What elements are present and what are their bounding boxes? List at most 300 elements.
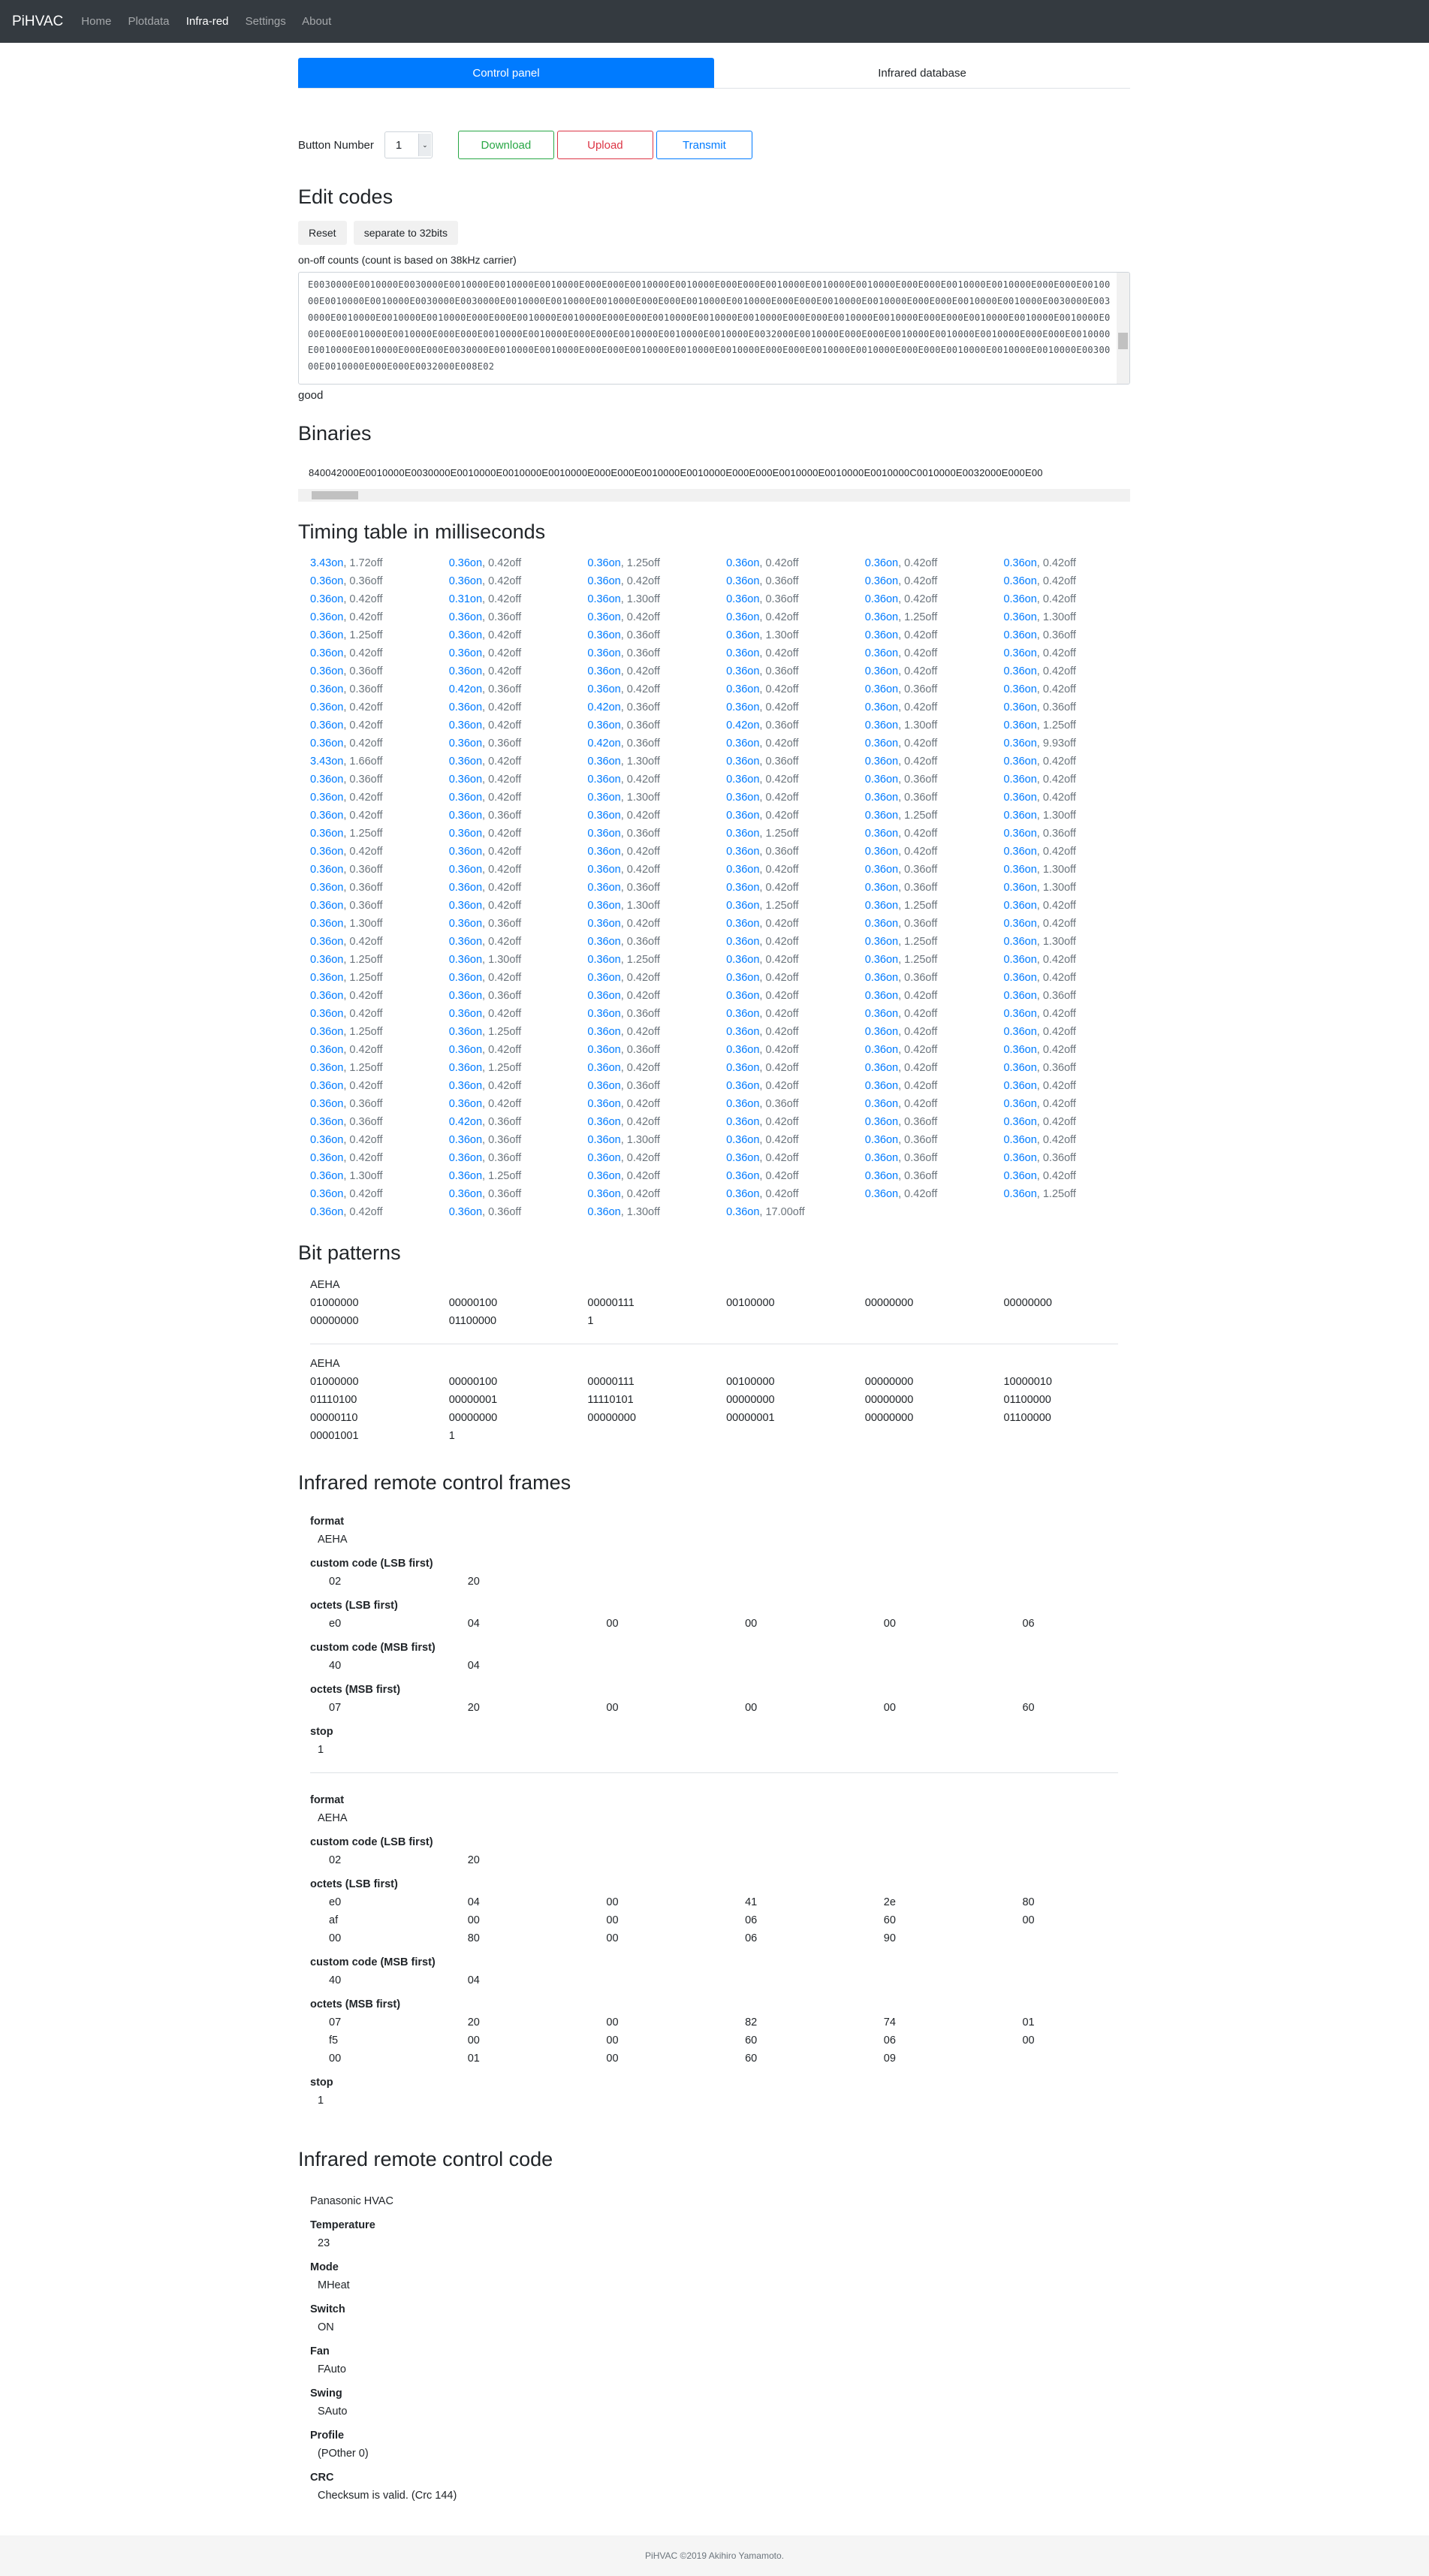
timing-cell [865, 951, 1004, 969]
main-container [298, 43, 1130, 2505]
timing-on: 0.36on [726, 1044, 760, 1057]
timing-cell [310, 1095, 449, 1113]
timing-off: , 0.42off [759, 774, 799, 786]
code-field-label: Mode [310, 2261, 339, 2274]
code-field-value: MHeat [318, 2279, 350, 2292]
timing-cell [1003, 734, 1142, 753]
timing-off: , 0.42off [759, 647, 799, 660]
timing-on: 0.36on [587, 719, 621, 732]
timing-cell [865, 1041, 1004, 1059]
timing-off: , 1.30off [620, 1206, 660, 1219]
octet-value: 04 [467, 1896, 480, 1908]
timing-off: , 1.30off [620, 792, 660, 804]
code-field-label: Fan [310, 2345, 330, 2358]
timing-off: , 0.42off [759, 1188, 799, 1201]
timing-on: 0.36on [726, 557, 760, 570]
timing-on: 0.36on [1003, 719, 1037, 732]
timing-cell [449, 825, 588, 843]
timing-on: 0.36on [1003, 954, 1037, 967]
timing-off: , 0.36off [343, 900, 383, 912]
timing-cell [587, 572, 726, 590]
timing-cell [310, 554, 449, 572]
timing-cell [310, 969, 449, 987]
timing-on: 0.36on [587, 792, 621, 804]
timing-on: 0.36on [726, 918, 760, 931]
octet-value: 00 [467, 1914, 480, 1926]
timing-cell [726, 807, 865, 825]
timing-off: , 0.42off [482, 828, 522, 840]
timing-off: , 0.42off [620, 683, 660, 696]
button-number-select[interactable] [384, 131, 433, 158]
timing-cell [587, 861, 726, 879]
timing-off: , 0.42off [759, 701, 799, 714]
timing-on: 0.36on [310, 810, 344, 822]
bit-value: 00000001 [448, 1393, 498, 1406]
bit-value: 00000111 [587, 1375, 635, 1388]
button-number-value: 1 [395, 138, 402, 152]
octets-lsb-label: octets (LSB first) [310, 1878, 398, 1890]
timing-off: , 0.36off [1036, 701, 1076, 714]
timing-cell [310, 771, 449, 789]
timing-on: 0.42on [448, 1116, 483, 1129]
timing-cell [726, 626, 865, 644]
custom-code-lsb-label: custom code (LSB first) [310, 1835, 433, 1848]
timing-cell [865, 1167, 1004, 1185]
timing-on: 0.36on [310, 575, 344, 588]
timing-on: 0.36on [587, 629, 621, 642]
timing-off: , 0.42off [343, 792, 383, 804]
timing-off: , 0.42off [620, 1062, 660, 1075]
timing-on: 0.36on [864, 1098, 899, 1111]
timing-on: 0.36on [587, 1152, 621, 1165]
timing-cell [865, 825, 1004, 843]
timing-cell [1003, 789, 1142, 807]
timing-cell [310, 897, 449, 915]
timing-off: , 0.36off [759, 575, 799, 588]
timing-on: 0.36on [448, 1026, 483, 1039]
timing-off: , 0.42off [759, 918, 799, 931]
nav-settings[interactable]: Settings [245, 15, 286, 28]
timing-on: 0.36on [587, 1188, 621, 1201]
timing-on: 0.36on [310, 1116, 344, 1129]
timing-on: 0.36on [587, 593, 621, 606]
timing-off: , 0.42off [620, 575, 660, 588]
timing-on: 0.36on [864, 990, 899, 1003]
timing-on: 0.36on [864, 864, 899, 876]
timing-off: , 0.42off [898, 828, 938, 840]
octet-value: 04 [467, 1617, 480, 1630]
timing-cell [865, 1113, 1004, 1131]
timing-cell [449, 1113, 588, 1131]
timing-on: 0.36on [587, 665, 621, 678]
octets-lsb-values [310, 1615, 1130, 1633]
code-field-label: Temperature [310, 2219, 375, 2232]
timing-on: 0.36on [864, 629, 899, 642]
octet-value: 80 [1022, 1896, 1035, 1908]
timing-off: , 0.42off [1036, 575, 1076, 588]
timing-cell [1003, 861, 1142, 879]
download-button[interactable]: Download [458, 131, 554, 159]
bit-pattern-block [310, 1355, 1130, 1445]
timing-on: 0.36on [587, 846, 621, 858]
timing-on: 0.36on [310, 936, 344, 949]
timing-cell [449, 734, 588, 753]
timing-on: 0.36on [726, 774, 760, 786]
timing-off: , 0.36off [620, 828, 660, 840]
timing-off: , 0.42off [343, 1206, 383, 1219]
timing-on: 0.36on [448, 557, 483, 570]
tab-infrared-database[interactable]: Infrared database [878, 66, 966, 80]
timing-on: 0.36on [448, 719, 483, 732]
timing-on: 0.36on [864, 1044, 899, 1057]
timing-cell [1003, 1095, 1142, 1113]
timing-off: , 0.42off [898, 701, 938, 714]
timing-on: 0.36on [448, 792, 483, 804]
timing-cell [310, 1023, 449, 1041]
timing-on: 0.36on [310, 1134, 344, 1147]
tab-bar [298, 58, 1130, 89]
timing-cell [726, 1059, 865, 1077]
timing-on: 0.36on [1003, 683, 1037, 696]
timing-off: , 1.25off [1036, 719, 1076, 732]
octets-msb-values [310, 1699, 1130, 1717]
timing-on: 0.36on [448, 1044, 483, 1057]
timing-off: , 0.42off [759, 864, 799, 876]
timing-off: , 1.25off [343, 972, 383, 985]
timing-off: , 0.36off [620, 647, 660, 660]
bit-value: 01100000 [1003, 1411, 1051, 1424]
timing-on: 0.36on [310, 882, 344, 894]
timing-off: , 1.25off [482, 1170, 522, 1183]
timing-cell [726, 753, 865, 771]
timing-off: , 0.42off [898, 557, 938, 570]
timing-off: , 0.42off [1036, 756, 1076, 768]
timing-on: 0.36on [864, 954, 899, 967]
timing-on: 0.36on [864, 936, 899, 949]
timing-cell [865, 1005, 1004, 1023]
timing-off: , 1.25off [482, 1026, 522, 1039]
timing-cell [865, 1077, 1004, 1095]
timing-cell [865, 969, 1004, 987]
timing-off: , 0.42off [898, 756, 938, 768]
tab-control-panel[interactable]: Control panel [298, 58, 714, 88]
octet-value: 00 [606, 2034, 619, 2047]
timing-cell [310, 608, 449, 626]
timing-off: , 0.42off [482, 846, 522, 858]
timing-off: , 0.42off [1036, 954, 1076, 967]
timing-cell [587, 1113, 726, 1131]
transmit-button[interactable]: Transmit [656, 131, 752, 159]
timing-off: , 0.42off [482, 1098, 522, 1111]
timing-off: , 1.30off [759, 629, 799, 642]
frame-format-label: format [310, 1793, 345, 1806]
timing-cell [449, 1131, 588, 1149]
octet-value: 00 [1022, 2034, 1035, 2047]
bit-value: 00000100 [448, 1296, 498, 1309]
octet-value: 40 [329, 1974, 342, 1986]
timing-on: 0.36on [864, 756, 899, 768]
timing-on: 0.36on [310, 683, 344, 696]
timing-off: , 0.42off [898, 629, 938, 642]
timing-off: , 0.42off [482, 1080, 522, 1093]
timing-off: , 0.42off [620, 1098, 660, 1111]
timing-on: 0.36on [448, 846, 483, 858]
timing-on: 0.36on [864, 774, 899, 786]
timing-cell [310, 825, 449, 843]
timing-cell [726, 1095, 865, 1113]
timing-on: 0.36on [587, 954, 621, 967]
nav-infra-red[interactable]: Infra-red [185, 15, 229, 28]
timing-on: 0.36on [726, 1188, 760, 1201]
timing-on: 0.36on [448, 701, 483, 714]
timing-cell [726, 590, 865, 608]
timing-on: 0.36on [726, 936, 760, 949]
timing-cell [587, 825, 726, 843]
timing-on: 0.36on [310, 972, 344, 985]
binaries-heading: Binaries [298, 422, 372, 445]
timing-cell [310, 1005, 449, 1023]
timing-cell [865, 662, 1004, 680]
timing-cell [587, 789, 726, 807]
timing-on: 0.36on [587, 611, 621, 624]
timing-cell [1003, 626, 1142, 644]
timing-heading: Timing table in milliseconds [298, 520, 546, 543]
timing-off: , 0.42off [343, 1134, 383, 1147]
nav-home[interactable]: Home [81, 15, 112, 28]
timing-on: 0.36on [864, 593, 899, 606]
octet-value: 02 [329, 1575, 342, 1588]
timing-off: , 1.25off [343, 828, 383, 840]
timing-on: 0.36on [448, 828, 483, 840]
timing-cell [865, 608, 1004, 626]
timing-on: 0.36on [448, 1008, 483, 1021]
timing-cell [726, 771, 865, 789]
bit-value: 00000000 [1003, 1296, 1052, 1309]
timing-on: 0.36on [448, 1098, 483, 1111]
timing-cell [310, 843, 449, 861]
octet-value: 2e [883, 1896, 896, 1908]
timing-cell [865, 716, 1004, 734]
custom-code-msb-label: custom code (MSB first) [310, 1641, 436, 1654]
timing-on: 0.36on [1003, 1152, 1037, 1165]
bit-values [310, 1373, 1130, 1445]
timing-off: , 0.42off [620, 864, 660, 876]
timing-on: 0.36on [864, 647, 899, 660]
timing-cell [449, 680, 588, 698]
timing-off: , 0.42off [759, 683, 799, 696]
frame-block [310, 1791, 1130, 2110]
timing-cell [310, 734, 449, 753]
timing-cell [865, 734, 1004, 753]
timing-cell [449, 698, 588, 716]
octet-value: 74 [883, 2016, 896, 2029]
timing-off: , 1.25off [620, 954, 660, 967]
timing-on: 0.36on [310, 665, 344, 678]
scrollbar-thumb[interactable] [1118, 333, 1128, 349]
timing-cell [587, 626, 726, 644]
timing-cell [449, 807, 588, 825]
timing-cell [449, 1023, 588, 1041]
timing-off: , 0.42off [759, 810, 799, 822]
timing-off: , 0.36off [759, 846, 799, 858]
timing-off: , 0.42off [620, 918, 660, 931]
codes-text: E0030000E0010000E0030000E0010000E0010000E0010000E000E000E0010000E0010000E000E000E0010000E0010000E0010000E000E000E0010000E0010000E000E000E0010000E0010000E0010000E0030000E0030000E0010000E0010000E0010000E000E000E0010000E0010000E000E000E0010000E0010000E000E000E0010000E0010000E0030000E0030000E0010000E0010000E0010000E000E000E0010000E0010000E000E000E0010000E0010000E0010000E000E000E0010000E0010000E000E000E0010000E0010000E0010000E000E000E0010000E0010000E000E000E0010000E0010000E000E000E0010000E0010000E0010000E0032000E0010000E000E000E0010000E0010000E0010000E000E000E0010000E0010000E0010000E000E000E0030000E0010000E0010000E000E000E0010000E0010000E0010000E000E000E0010000E0010000E000E000E0010000E0010000E0010000E0030000E0010000E000E000E0032000E008E02 [308, 279, 1111, 372]
timing-on: 0.36on [1003, 936, 1037, 949]
timing-cell [1003, 716, 1142, 734]
timing-off: , 0.36off [759, 1098, 799, 1111]
timing-cell [587, 1095, 726, 1113]
timing-on: 0.36on [310, 774, 344, 786]
timing-cell [865, 590, 1004, 608]
timing-on: 0.36on [448, 575, 483, 588]
timing-cell [1003, 1023, 1142, 1041]
timing-on: 0.36on [310, 1098, 344, 1111]
octet-value: 04 [467, 1659, 480, 1672]
custom-code-msb-label: custom code (MSB first) [310, 1956, 436, 1968]
stop-label: stop [310, 1725, 333, 1738]
timing-cell [587, 1077, 726, 1095]
timing-off: , 0.42off [343, 846, 383, 858]
timing-on: 0.36on [587, 1062, 621, 1075]
timing-on: 0.36on [1003, 756, 1037, 768]
timing-cell [1003, 698, 1142, 716]
octet-value: 00 [883, 1617, 896, 1630]
timing-cell [449, 716, 588, 734]
timing-cell [449, 1167, 588, 1185]
timing-off: , 0.42off [759, 1152, 799, 1165]
bit-value: 00000000 [864, 1296, 914, 1309]
timing-off: , 0.42off [1036, 846, 1076, 858]
timing-on: 0.36on [448, 1152, 483, 1165]
timing-off: , 0.36off [898, 918, 938, 931]
timing-on: 0.36on [864, 611, 899, 624]
reset-button[interactable]: Reset [298, 221, 347, 245]
timing-cell [726, 825, 865, 843]
octet-value: 06 [1022, 1617, 1035, 1630]
timing-off: , 0.42off [343, 936, 383, 949]
timing-on: 0.36on [726, 1098, 760, 1111]
timing-cell [726, 987, 865, 1005]
timing-cell [449, 861, 588, 879]
bit-value: 00100000 [726, 1296, 775, 1309]
octet-value: 00 [606, 1932, 619, 1944]
timing-off: , 0.42off [343, 1188, 383, 1201]
timing-cell [310, 753, 449, 771]
timing-cell [449, 933, 588, 951]
separate-32bits-button[interactable]: separate to 32bits [354, 221, 458, 245]
brand[interactable]: PiHVAC [12, 13, 64, 29]
timing-on: 0.36on [1003, 1044, 1037, 1057]
vertical-scrollbar[interactable] [1117, 273, 1129, 384]
timing-on: 0.36on [587, 1008, 621, 1021]
bit-value: 00000000 [864, 1411, 914, 1424]
timing-off: , 1.25off [898, 954, 938, 967]
timing-on: 0.36on [726, 864, 760, 876]
timing-cell [865, 807, 1004, 825]
timing-off: , 0.36off [898, 1152, 938, 1165]
codes-textarea[interactable] [298, 272, 1130, 385]
timing-off: , 0.36off [482, 738, 522, 750]
timing-cell [1003, 1131, 1142, 1149]
timing-on: 0.36on [310, 611, 344, 624]
timing-off: , 0.36off [1036, 990, 1076, 1003]
timing-off: , 0.42off [1036, 665, 1076, 678]
octet-value: 20 [467, 1854, 480, 1866]
timing-off: , 0.42off [759, 1062, 799, 1075]
timing-off: , 1.30off [1036, 864, 1076, 876]
timing-off: , 0.42off [343, 738, 383, 750]
timing-cell [587, 1041, 726, 1059]
scrollbar-thumb[interactable] [312, 491, 358, 499]
timing-off: , 1.30off [482, 954, 522, 967]
timing-cell [865, 572, 1004, 590]
timing-off: , 0.36off [482, 1134, 522, 1147]
octet-value: 00 [606, 1914, 619, 1926]
timing-off: , 1.30off [620, 900, 660, 912]
nav-plotdata[interactable]: Plotdata [128, 15, 170, 28]
timing-off: , 0.36off [898, 864, 938, 876]
bit-value: 11110101 [587, 1393, 634, 1406]
timing-on: 0.36on [310, 990, 344, 1003]
octet-value: 20 [467, 1575, 480, 1588]
timing-off: , 0.42off [482, 972, 522, 985]
timing-cell [587, 734, 726, 753]
timing-on: 0.36on [448, 1206, 483, 1219]
timing-on: 0.36on [310, 846, 344, 858]
timing-off: , 0.42off [482, 1044, 522, 1057]
bit-value: 00000000 [310, 1314, 359, 1327]
bit-value: 00000110 [310, 1411, 358, 1424]
nav-links [81, 15, 345, 28]
timing-off: , 0.36off [898, 882, 938, 894]
timing-off: , 9.93off [1036, 738, 1076, 750]
timing-off: , 0.42off [343, 719, 383, 732]
timing-off: , 0.42off [759, 1116, 799, 1129]
octet-value: 07 [329, 1701, 342, 1714]
timing-cell [865, 987, 1004, 1005]
timing-on: 0.36on [1003, 846, 1037, 858]
timing-cell [726, 915, 865, 933]
timing-off: , 0.42off [1036, 774, 1076, 786]
octet-value: 07 [329, 2016, 342, 2029]
upload-button[interactable]: Upload [557, 131, 653, 159]
octet-value: 60 [1022, 1701, 1035, 1714]
timing-on: 0.36on [1003, 864, 1037, 876]
timing-on: 0.36on [448, 647, 483, 660]
timing-off: , 0.42off [482, 665, 522, 678]
octet-value: 00 [606, 1896, 619, 1908]
octet-value: 00 [1022, 1914, 1035, 1926]
timing-off: , 0.36off [620, 738, 660, 750]
timing-off: , 0.36off [482, 990, 522, 1003]
timing-on: 0.36on [726, 1116, 760, 1129]
timing-off: , 0.42off [898, 647, 938, 660]
nav-about[interactable]: About [302, 15, 332, 28]
octet-value: af [329, 1914, 339, 1926]
timing-off: , 0.42off [898, 1080, 938, 1093]
octet-value: 40 [329, 1659, 342, 1672]
timing-on: 0.36on [726, 792, 760, 804]
timing-on: 0.36on [864, 882, 899, 894]
horizontal-scrollbar[interactable] [298, 489, 1130, 502]
timing-cell [1003, 1059, 1142, 1077]
timing-cell [726, 644, 865, 662]
timing-cell [1003, 753, 1142, 771]
timing-cell [1003, 1041, 1142, 1059]
timing-on: 0.36on [1003, 629, 1037, 642]
timing-off: , 0.42off [759, 792, 799, 804]
timing-cell [310, 716, 449, 734]
